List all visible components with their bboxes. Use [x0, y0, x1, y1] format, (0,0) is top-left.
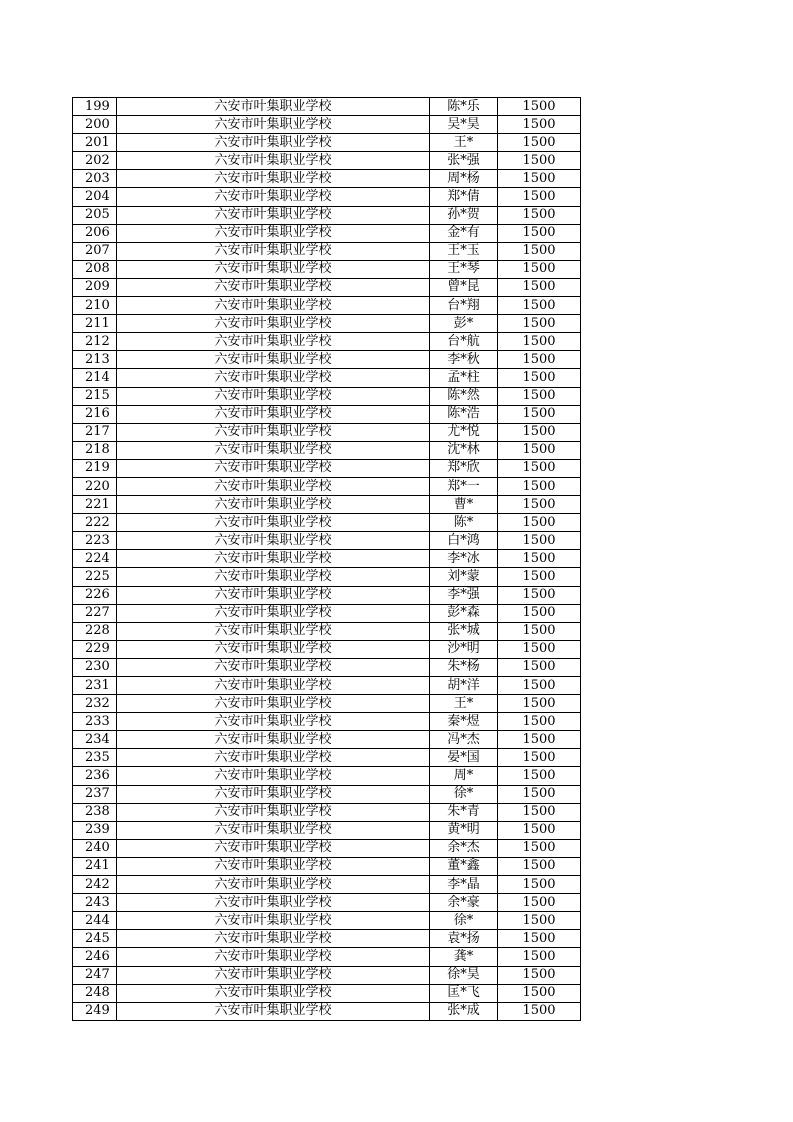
amount-cell: 1500 — [498, 116, 581, 134]
school-name-cell: 六安市叶集职业学校 — [117, 767, 430, 785]
row-number-cell: 234 — [73, 731, 117, 749]
student-name-cell: 晏*国 — [430, 749, 498, 767]
row-number-cell: 248 — [73, 984, 117, 1002]
table-row — [73, 260, 581, 278]
school-name-cell: 六安市叶集职业学校 — [117, 586, 430, 604]
school-name-cell: 六安市叶集职业学校 — [117, 550, 430, 568]
school-name-cell: 六安市叶集职业学校 — [117, 568, 430, 586]
table-row — [73, 876, 581, 894]
student-name-cell: 匡*飞 — [430, 984, 498, 1002]
student-name-cell: 尤*悦 — [430, 423, 498, 441]
amount-cell: 1500 — [498, 134, 581, 152]
table-row — [73, 514, 581, 532]
student-name-cell: 张*城 — [430, 622, 498, 640]
amount-cell: 1500 — [498, 242, 581, 260]
school-name-cell: 六安市叶集职业学校 — [117, 912, 430, 930]
school-name-cell: 六安市叶集职业学校 — [117, 821, 430, 839]
student-name-cell: 陈* — [430, 514, 498, 532]
amount-cell: 1500 — [498, 677, 581, 695]
school-name-cell: 六安市叶集职业学校 — [117, 441, 430, 459]
amount-cell: 1500 — [498, 658, 581, 676]
amount-cell: 1500 — [498, 514, 581, 532]
student-name-cell: 胡*洋 — [430, 677, 498, 695]
student-name-cell: 袁*扬 — [430, 930, 498, 948]
student-name-cell: 陈*乐 — [430, 98, 498, 116]
amount-cell: 1500 — [498, 640, 581, 658]
student-name-cell: 徐*昊 — [430, 966, 498, 984]
student-name-cell: 孙*贺 — [430, 206, 498, 224]
school-name-cell: 六安市叶集职业学校 — [117, 695, 430, 713]
row-number-cell: 245 — [73, 930, 117, 948]
row-number-cell: 239 — [73, 821, 117, 839]
school-name-cell: 六安市叶集职业学校 — [117, 948, 430, 966]
row-number-cell: 231 — [73, 677, 117, 695]
amount-cell: 1500 — [498, 749, 581, 767]
school-name-cell: 六安市叶集职业学校 — [117, 749, 430, 767]
student-name-cell: 吴*昊 — [430, 116, 498, 134]
school-name-cell: 六安市叶集职业学校 — [117, 297, 430, 315]
row-number-cell: 241 — [73, 857, 117, 875]
student-name-cell: 周* — [430, 767, 498, 785]
table-row — [73, 622, 581, 640]
table-row — [73, 604, 581, 622]
school-name-cell: 六安市叶集职业学校 — [117, 188, 430, 206]
table-row — [73, 152, 581, 170]
row-number-cell: 233 — [73, 713, 117, 731]
row-number-cell: 227 — [73, 604, 117, 622]
school-name-cell: 六安市叶集职业学校 — [117, 260, 430, 278]
row-number-cell: 224 — [73, 550, 117, 568]
student-name-cell: 彭*森 — [430, 604, 498, 622]
amount-cell: 1500 — [498, 876, 581, 894]
row-number-cell: 243 — [73, 894, 117, 912]
table-row — [73, 351, 581, 369]
amount-cell: 1500 — [498, 568, 581, 586]
amount-cell: 1500 — [498, 152, 581, 170]
row-number-cell: 225 — [73, 568, 117, 586]
student-name-cell: 王* — [430, 134, 498, 152]
table-row — [73, 278, 581, 296]
row-number-cell: 199 — [73, 98, 117, 116]
row-number-cell: 213 — [73, 351, 117, 369]
row-number-cell: 242 — [73, 876, 117, 894]
amount-cell: 1500 — [498, 333, 581, 351]
amount-cell: 1500 — [498, 224, 581, 242]
row-number-cell: 240 — [73, 839, 117, 857]
table-row — [73, 188, 581, 206]
row-number-cell: 249 — [73, 1002, 117, 1020]
table-row — [73, 857, 581, 875]
row-number-cell: 235 — [73, 749, 117, 767]
table-row — [73, 459, 581, 477]
row-number-cell: 230 — [73, 658, 117, 676]
row-number-cell: 218 — [73, 441, 117, 459]
table-row — [73, 134, 581, 152]
student-name-cell: 李*强 — [430, 586, 498, 604]
row-number-cell: 247 — [73, 966, 117, 984]
table-row — [73, 405, 581, 423]
table-row — [73, 894, 581, 912]
amount-cell: 1500 — [498, 278, 581, 296]
table-row — [73, 586, 581, 604]
student-name-cell: 李*秋 — [430, 351, 498, 369]
student-name-cell: 郑*欣 — [430, 459, 498, 477]
table-row — [73, 550, 581, 568]
table-row — [73, 387, 581, 405]
school-name-cell: 六安市叶集职业学校 — [117, 134, 430, 152]
amount-cell: 1500 — [498, 459, 581, 477]
student-name-cell: 李*冰 — [430, 550, 498, 568]
student-name-cell: 黄*明 — [430, 821, 498, 839]
row-number-cell: 208 — [73, 260, 117, 278]
table-row — [73, 333, 581, 351]
school-name-cell: 六安市叶集职业学校 — [117, 496, 430, 514]
student-name-cell: 徐* — [430, 785, 498, 803]
student-name-cell: 孟*柱 — [430, 369, 498, 387]
school-name-cell: 六安市叶集职业学校 — [117, 532, 430, 550]
student-name-cell: 徐* — [430, 912, 498, 930]
amount-cell: 1500 — [498, 441, 581, 459]
amount-cell: 1500 — [498, 369, 581, 387]
table-row — [73, 496, 581, 514]
student-name-cell: 沙*明 — [430, 640, 498, 658]
row-number-cell: 228 — [73, 622, 117, 640]
student-name-cell: 余*豪 — [430, 894, 498, 912]
row-number-cell: 236 — [73, 767, 117, 785]
school-name-cell: 六安市叶集职业学校 — [117, 278, 430, 296]
school-name-cell: 六安市叶集职业学校 — [117, 785, 430, 803]
school-name-cell: 六安市叶集职业学校 — [117, 839, 430, 857]
row-number-cell: 222 — [73, 514, 117, 532]
school-name-cell: 六安市叶集职业学校 — [117, 966, 430, 984]
school-name-cell: 六安市叶集职业学校 — [117, 803, 430, 821]
table-row — [73, 170, 581, 188]
amount-cell: 1500 — [498, 1002, 581, 1020]
table-row — [73, 116, 581, 134]
school-name-cell: 六安市叶集职业学校 — [117, 731, 430, 749]
row-number-cell: 206 — [73, 224, 117, 242]
student-name-cell: 沈*林 — [430, 441, 498, 459]
school-name-cell: 六安市叶集职业学校 — [117, 1002, 430, 1020]
row-number-cell: 238 — [73, 803, 117, 821]
table-row — [73, 695, 581, 713]
table-row — [73, 821, 581, 839]
student-name-cell: 曹* — [430, 496, 498, 514]
student-name-cell: 余*杰 — [430, 839, 498, 857]
amount-cell: 1500 — [498, 731, 581, 749]
table-row — [73, 441, 581, 459]
amount-cell: 1500 — [498, 912, 581, 930]
student-name-cell: 董*鑫 — [430, 857, 498, 875]
table-row — [73, 713, 581, 731]
school-name-cell: 六安市叶集职业学校 — [117, 369, 430, 387]
table-row — [73, 930, 581, 948]
row-number-cell: 237 — [73, 785, 117, 803]
row-number-cell: 223 — [73, 532, 117, 550]
student-name-cell: 朱*杨 — [430, 658, 498, 676]
table-row — [73, 912, 581, 930]
student-name-cell: 白*鸿 — [430, 532, 498, 550]
amount-cell: 1500 — [498, 966, 581, 984]
school-name-cell: 六安市叶集职业学校 — [117, 206, 430, 224]
school-name-cell: 六安市叶集职业学校 — [117, 640, 430, 658]
row-number-cell: 205 — [73, 206, 117, 224]
row-number-cell: 232 — [73, 695, 117, 713]
table-row — [73, 568, 581, 586]
amount-cell: 1500 — [498, 821, 581, 839]
amount-cell: 1500 — [498, 170, 581, 188]
amount-cell: 1500 — [498, 948, 581, 966]
table-row — [73, 966, 581, 984]
school-name-cell: 六安市叶集职业学校 — [117, 677, 430, 695]
table-row — [73, 477, 581, 495]
table-row — [73, 242, 581, 260]
table-row — [73, 749, 581, 767]
table-row — [73, 948, 581, 966]
amount-cell: 1500 — [498, 496, 581, 514]
table-row — [73, 984, 581, 1002]
table-row — [73, 224, 581, 242]
amount-cell: 1500 — [498, 532, 581, 550]
amount-cell: 1500 — [498, 930, 581, 948]
school-name-cell: 六安市叶集职业学校 — [117, 423, 430, 441]
table-row — [73, 767, 581, 785]
table-row — [73, 677, 581, 695]
student-name-cell: 台*翔 — [430, 297, 498, 315]
row-number-cell: 220 — [73, 477, 117, 495]
table-row — [73, 98, 581, 116]
table-row — [73, 1002, 581, 1020]
student-name-cell: 郑*一 — [430, 477, 498, 495]
student-name-cell: 金*有 — [430, 224, 498, 242]
amount-cell: 1500 — [498, 98, 581, 116]
amount-cell: 1500 — [498, 297, 581, 315]
student-name-cell: 周*杨 — [430, 170, 498, 188]
table-row — [73, 297, 581, 315]
row-number-cell: 204 — [73, 188, 117, 206]
table-row — [73, 785, 581, 803]
school-name-cell: 六安市叶集职业学校 — [117, 333, 430, 351]
student-name-cell: 张*成 — [430, 1002, 498, 1020]
school-name-cell: 六安市叶集职业学校 — [117, 658, 430, 676]
data-table — [72, 97, 581, 1021]
row-number-cell: 244 — [73, 912, 117, 930]
amount-cell: 1500 — [498, 839, 581, 857]
row-number-cell: 229 — [73, 640, 117, 658]
school-name-cell: 六安市叶集职业学校 — [117, 984, 430, 1002]
school-name-cell: 六安市叶集职业学校 — [117, 387, 430, 405]
row-number-cell: 201 — [73, 134, 117, 152]
amount-cell: 1500 — [498, 586, 581, 604]
table-row — [73, 206, 581, 224]
amount-cell: 1500 — [498, 423, 581, 441]
student-name-cell: 张*强 — [430, 152, 498, 170]
amount-cell: 1500 — [498, 405, 581, 423]
school-name-cell: 六安市叶集职业学校 — [117, 224, 430, 242]
table-row — [73, 369, 581, 387]
amount-cell: 1500 — [498, 695, 581, 713]
school-name-cell: 六安市叶集职业学校 — [117, 242, 430, 260]
row-number-cell: 226 — [73, 586, 117, 604]
student-name-cell: 冯*杰 — [430, 731, 498, 749]
table-row — [73, 532, 581, 550]
school-name-cell: 六安市叶集职业学校 — [117, 98, 430, 116]
student-name-cell: 朱*青 — [430, 803, 498, 821]
student-name-cell: 台*航 — [430, 333, 498, 351]
row-number-cell: 212 — [73, 333, 117, 351]
amount-cell: 1500 — [498, 387, 581, 405]
school-name-cell: 六安市叶集职业学校 — [117, 713, 430, 731]
amount-cell: 1500 — [498, 622, 581, 640]
table-row — [73, 731, 581, 749]
amount-cell: 1500 — [498, 550, 581, 568]
amount-cell: 1500 — [498, 767, 581, 785]
student-name-cell: 王* — [430, 695, 498, 713]
amount-cell: 1500 — [498, 260, 581, 278]
amount-cell: 1500 — [498, 984, 581, 1002]
amount-cell: 1500 — [498, 477, 581, 495]
amount-cell: 1500 — [498, 857, 581, 875]
student-name-cell: 陈*然 — [430, 387, 498, 405]
school-name-cell: 六安市叶集职业学校 — [117, 604, 430, 622]
row-number-cell: 246 — [73, 948, 117, 966]
row-number-cell: 207 — [73, 242, 117, 260]
student-name-cell: 王*玉 — [430, 242, 498, 260]
school-name-cell: 六安市叶集职业学校 — [117, 930, 430, 948]
table-row — [73, 658, 581, 676]
school-name-cell: 六安市叶集职业学校 — [117, 315, 430, 333]
student-name-cell: 陈*浩 — [430, 405, 498, 423]
school-name-cell: 六安市叶集职业学校 — [117, 622, 430, 640]
amount-cell: 1500 — [498, 351, 581, 369]
row-number-cell: 215 — [73, 387, 117, 405]
student-name-cell: 彭* — [430, 315, 498, 333]
student-name-cell: 曾*昆 — [430, 278, 498, 296]
row-number-cell: 214 — [73, 369, 117, 387]
school-name-cell: 六安市叶集职业学校 — [117, 514, 430, 532]
table-row — [73, 640, 581, 658]
school-name-cell: 六安市叶集职业学校 — [117, 459, 430, 477]
row-number-cell: 203 — [73, 170, 117, 188]
school-name-cell: 六安市叶集职业学校 — [117, 152, 430, 170]
student-name-cell: 龚* — [430, 948, 498, 966]
school-name-cell: 六安市叶集职业学校 — [117, 894, 430, 912]
student-name-cell: 郑*倩 — [430, 188, 498, 206]
table-row — [73, 803, 581, 821]
row-number-cell: 200 — [73, 116, 117, 134]
student-name-cell: 秦*煜 — [430, 713, 498, 731]
row-number-cell: 219 — [73, 459, 117, 477]
amount-cell: 1500 — [498, 803, 581, 821]
amount-cell: 1500 — [498, 785, 581, 803]
table-row — [73, 839, 581, 857]
amount-cell: 1500 — [498, 188, 581, 206]
student-name-cell: 李*晶 — [430, 876, 498, 894]
table-row — [73, 423, 581, 441]
row-number-cell: 202 — [73, 152, 117, 170]
school-name-cell: 六安市叶集职业学校 — [117, 876, 430, 894]
amount-cell: 1500 — [498, 315, 581, 333]
school-name-cell: 六安市叶集职业学校 — [117, 351, 430, 369]
amount-cell: 1500 — [498, 713, 581, 731]
school-name-cell: 六安市叶集职业学校 — [117, 477, 430, 495]
row-number-cell: 209 — [73, 278, 117, 296]
amount-cell: 1500 — [498, 604, 581, 622]
table-row — [73, 315, 581, 333]
school-name-cell: 六安市叶集职业学校 — [117, 170, 430, 188]
row-number-cell: 217 — [73, 423, 117, 441]
school-name-cell: 六安市叶集职业学校 — [117, 116, 430, 134]
student-name-cell: 刘*蒙 — [430, 568, 498, 586]
student-name-cell: 王*琴 — [430, 260, 498, 278]
amount-cell: 1500 — [498, 894, 581, 912]
school-name-cell: 六安市叶集职业学校 — [117, 857, 430, 875]
row-number-cell: 210 — [73, 297, 117, 315]
school-name-cell: 六安市叶集职业学校 — [117, 405, 430, 423]
amount-cell: 1500 — [498, 206, 581, 224]
row-number-cell: 216 — [73, 405, 117, 423]
row-number-cell: 211 — [73, 315, 117, 333]
table-body — [73, 98, 581, 1021]
row-number-cell: 221 — [73, 496, 117, 514]
